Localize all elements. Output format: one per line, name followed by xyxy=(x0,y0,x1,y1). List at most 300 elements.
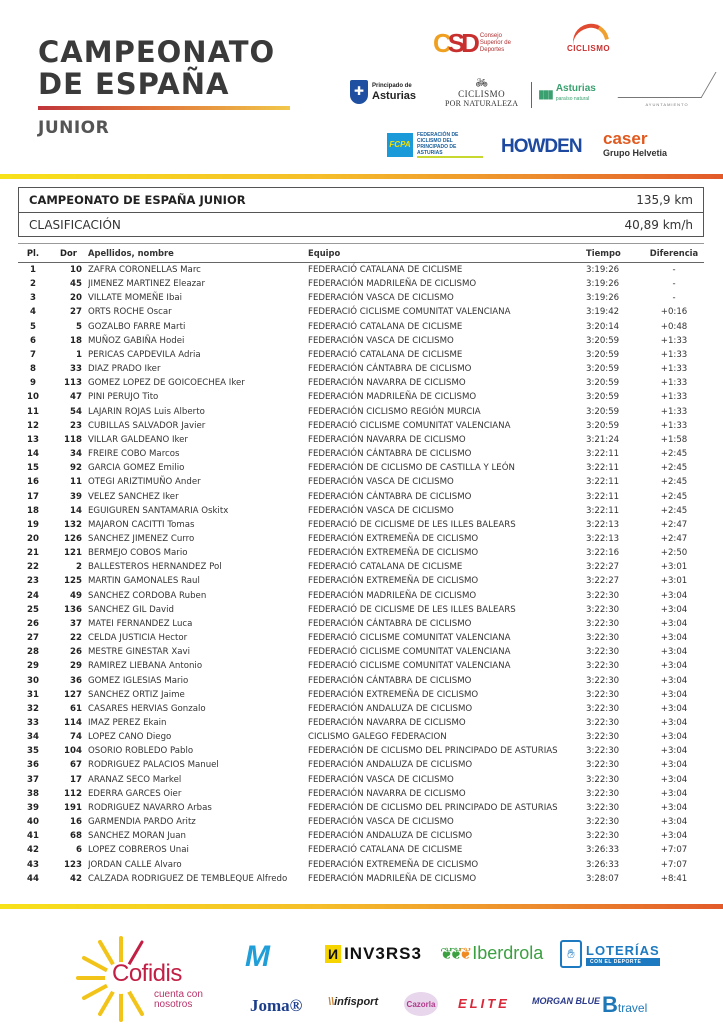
cell-gap: +1:33 xyxy=(660,406,688,417)
cell-gap: +3:01 xyxy=(660,576,688,587)
cell-team: FEDERACIÓ CICLISME COMUNITAT VALENCIANA xyxy=(308,647,511,658)
cell-bib: 37 xyxy=(70,618,82,629)
cell-time: 3:22:30 xyxy=(586,788,620,799)
cell-team: FEDERACIÓ CATALANA DE CICLISME xyxy=(308,265,463,275)
table-row xyxy=(18,716,704,730)
howden-logo: HOWDEN xyxy=(501,136,582,157)
cell-position: 42 xyxy=(27,845,39,856)
cell-position: 10 xyxy=(27,392,39,403)
race-name-row xyxy=(19,188,703,212)
elite-logo: ELITE xyxy=(458,996,510,1011)
cell-gap: +2:45 xyxy=(660,463,688,474)
table-row xyxy=(18,348,704,362)
cell-gap: +3:01 xyxy=(660,562,688,573)
cell-gap: +3:04 xyxy=(660,718,688,728)
results-body xyxy=(18,263,704,886)
fcpa-logo xyxy=(387,132,483,158)
cell-team: FEDERACIÓN EXTREMEÑA DE CICLISMO xyxy=(308,576,479,587)
cell-gap: +1:33 xyxy=(660,378,688,389)
column-header-gap: Diferencia xyxy=(649,248,699,258)
cell-gap: +3:04 xyxy=(660,689,688,700)
cell-time: 3:22:30 xyxy=(586,618,620,629)
cell-rider-name: SANCHEZ MORAN Juan xyxy=(88,831,186,842)
cell-gap: +3:04 xyxy=(660,760,688,771)
btravel-logo xyxy=(602,992,647,1018)
cell-time: 3:19:26 xyxy=(586,293,620,304)
cell-position: 11 xyxy=(27,406,39,417)
inverse-logo xyxy=(325,944,422,964)
asturias-paraiso-text xyxy=(556,84,596,104)
cell-rider-name: LOPEZ COBREROS Unai xyxy=(88,845,189,856)
infisport-logo xyxy=(328,996,378,1008)
cell-time: 3:22:11 xyxy=(586,505,620,516)
cell-time: 3:22:30 xyxy=(586,732,620,743)
table-row xyxy=(18,390,704,404)
cell-bib: 34 xyxy=(70,449,82,460)
cell-position: 34 xyxy=(27,732,39,743)
cell-team: FEDERACIÓN VASCA DE CICLISMO xyxy=(308,477,454,488)
cell-bib: 68 xyxy=(70,831,82,842)
fcpa-logo-text: FEDERACIÓN DE CICLISMO DEL PRINCIPADO DE ASTURIAS xyxy=(417,132,483,158)
cell-bib: 61 xyxy=(70,703,82,714)
cell-position: 43 xyxy=(27,859,39,870)
table-row xyxy=(18,461,704,475)
cell-rider-name: GOMEZ IGLESIAS Mario xyxy=(88,675,189,686)
cell-position: 16 xyxy=(27,477,39,488)
table-row xyxy=(18,631,704,645)
cell-position: 23 xyxy=(27,576,39,587)
cell-time: 3:22:30 xyxy=(586,689,620,700)
cell-team: FEDERACIÓN EXTREMEÑA DE CICLISMO xyxy=(308,859,479,870)
btravel-word: travel xyxy=(617,1001,648,1015)
results-table xyxy=(18,243,704,886)
cell-time: 3:20:59 xyxy=(586,420,620,431)
table-row xyxy=(18,532,704,546)
cell-team: FEDERACIÓN VASCA DE CICLISMO xyxy=(308,335,454,346)
cell-team: FEDERACIÓN CÁNTABRA DE CICLISMO xyxy=(308,491,472,502)
cell-rider-name: LAJARIN ROJAS Luis Alberto xyxy=(88,406,205,417)
cell-bib: 127 xyxy=(64,689,82,700)
cell-bib: 45 xyxy=(70,279,82,290)
cell-team: FEDERACIÓN NAVARRA DE CICLISMO xyxy=(308,788,466,799)
cell-gap: +1:33 xyxy=(660,335,688,346)
infisport-word: infisport xyxy=(334,996,379,1008)
cofidis-tagline-2: nosotros xyxy=(154,999,193,1010)
rfec-logo xyxy=(567,24,610,53)
column-header-name: Apellidos, nombre xyxy=(88,248,174,258)
cell-position: 38 xyxy=(27,788,39,799)
cell-position: 8 xyxy=(30,364,36,375)
cell-time: 3:22:30 xyxy=(586,774,620,785)
cofidis-tagline-1: cuenta con xyxy=(154,989,203,1000)
cell-bib: 132 xyxy=(64,519,82,530)
table-row xyxy=(18,560,704,574)
cpn-line2: POR NATURALEZA xyxy=(445,99,519,108)
cell-time: 3:19:42 xyxy=(586,307,620,318)
classification-row xyxy=(19,212,703,236)
cell-team: FEDERACIÓN DE CICLISMO DEL PRINCIPADO DE ASTURIAS xyxy=(308,746,558,757)
cell-gap: +7:07 xyxy=(660,859,688,870)
cell-rider-name: MARTIN GAMONALES Raul xyxy=(88,576,200,587)
cell-team: FEDERACIÓN VASCA DE CICLISMO xyxy=(308,817,454,828)
table-row xyxy=(18,263,704,278)
cell-gap: +1:33 xyxy=(660,392,688,403)
aspn-line2: paraíso natural xyxy=(555,96,590,102)
cell-gap: +2:47 xyxy=(660,519,688,530)
average-speed: 40,89 km/h xyxy=(624,217,693,232)
cell-time: 3:26:33 xyxy=(586,845,620,856)
cell-gap: - xyxy=(672,293,676,304)
loterias-line2: CON EL DEPORTE xyxy=(586,958,660,966)
partner-logos xyxy=(345,20,723,165)
cell-rider-name: PERICAS CAPDEVILA Adria xyxy=(88,349,201,360)
cell-bib: 67 xyxy=(70,760,82,771)
race-distance: 135,9 km xyxy=(636,193,693,207)
table-row xyxy=(18,419,704,433)
cell-rider-name: PINI PERUJO Tito xyxy=(88,392,159,403)
cell-bib: 18 xyxy=(70,335,82,346)
cell-position: 20 xyxy=(27,533,39,544)
cell-time: 3:22:27 xyxy=(586,576,620,587)
principado-asturias-text xyxy=(372,82,416,102)
cell-rider-name: RODRIGUEZ NAVARRO Arbas xyxy=(88,802,212,813)
cell-position: 5 xyxy=(30,321,36,332)
table-row xyxy=(18,362,704,376)
cell-gap: +3:04 xyxy=(660,618,688,629)
cell-rider-name: JIMENEZ MARTINEZ Eleazar xyxy=(88,279,205,290)
cell-rider-name: VILLATE MOMEÑE Ibai xyxy=(88,293,183,304)
cell-gap: +1:33 xyxy=(660,420,688,431)
cell-gap: +3:04 xyxy=(660,590,688,601)
cell-position: 41 xyxy=(27,831,39,842)
inverse-word: INV3RS3 xyxy=(344,944,422,963)
cell-team: FEDERACIÓN CÁNTABRA DE CICLISMO xyxy=(308,364,472,375)
asturias-shield-icon: ✚ xyxy=(350,80,368,104)
cell-position: 35 xyxy=(27,746,39,757)
cell-gap: +1:33 xyxy=(660,364,688,375)
cell-gap: +0:48 xyxy=(660,321,688,332)
cell-bib: 26 xyxy=(70,647,82,658)
cell-time: 3:22:30 xyxy=(586,802,620,813)
cell-position: 29 xyxy=(27,661,39,672)
cell-gap: +3:04 xyxy=(660,604,688,615)
cell-gap: +3:04 xyxy=(660,661,688,672)
cell-team: FEDERACIÓ CATALANA DE CICLISME xyxy=(308,562,463,573)
cell-position: 30 xyxy=(27,675,39,686)
cell-position: 4 xyxy=(30,307,36,318)
cell-rider-name: CUBILLAS SALVADOR Javier xyxy=(88,420,206,431)
table-row xyxy=(18,829,704,843)
cell-time: 3:20:59 xyxy=(586,349,620,360)
infisport-mark-icon: \\ xyxy=(328,996,335,1008)
cpn-line1: CICLISMO xyxy=(458,89,506,99)
cell-team: FEDERACIÓN CÁNTABRA DE CICLISMO xyxy=(308,675,472,686)
cell-team: FEDERACIÓ CICLISME COMUNITAT VALENCIANA xyxy=(308,633,511,644)
cell-team: FEDERACIÓN CÁNTABRA DE CICLISMO xyxy=(308,449,472,460)
cell-gap: +2:50 xyxy=(660,548,688,559)
race-info-box xyxy=(18,187,704,237)
cell-rider-name: LOPEZ CANO Diego xyxy=(88,732,172,743)
table-row xyxy=(18,518,704,532)
cell-gap: +3:04 xyxy=(660,732,688,743)
cell-position: 18 xyxy=(27,505,39,516)
cell-bib: 74 xyxy=(70,732,82,743)
cell-rider-name: BALLESTEROS HERNANDEZ Pol xyxy=(88,562,222,573)
cell-position: 32 xyxy=(27,703,39,714)
cell-bib: 1 xyxy=(76,349,82,360)
cell-bib: 22 xyxy=(70,633,82,644)
cell-rider-name: SANCHEZ CORDOBA Ruben xyxy=(88,590,207,601)
cell-position: 33 xyxy=(27,718,39,728)
table-row xyxy=(18,291,704,305)
cell-team: FEDERACIÓN VASCA DE CICLISMO xyxy=(308,774,454,785)
cell-bib: 16 xyxy=(70,817,82,828)
cell-gap: +3:04 xyxy=(660,831,688,842)
cell-gap: +3:04 xyxy=(660,633,688,644)
loterias-line1: LOTERÍAS xyxy=(586,942,660,958)
cell-time: 3:20:14 xyxy=(586,321,620,332)
btravel-mark-icon: B xyxy=(602,992,618,1017)
loterias-hand-icon: ✋︎ xyxy=(560,940,582,968)
cell-bib: 39 xyxy=(70,491,82,502)
cell-rider-name: BERMEJO COBOS Mario xyxy=(88,548,188,559)
cell-bib: 47 xyxy=(70,392,82,403)
cell-time: 3:20:59 xyxy=(586,378,620,389)
cell-rider-name: CALZADA RODRIGUEZ DE TEMBLEQUE Alfredo xyxy=(88,873,288,884)
cell-bib: 20 xyxy=(70,293,82,304)
table-row xyxy=(18,758,704,772)
cell-team: FEDERACIÓ CATALANA DE CICLISME xyxy=(308,349,463,360)
cell-position: 21 xyxy=(27,548,39,559)
cell-gap: +3:04 xyxy=(660,746,688,757)
principado-asturias-logo xyxy=(350,80,416,104)
cell-position: 25 xyxy=(27,604,39,615)
cell-position: 13 xyxy=(27,434,39,445)
cell-time: 3:22:27 xyxy=(586,562,620,573)
cell-gap: +2:45 xyxy=(660,491,688,502)
cell-team: FEDERACIÓN ANDALUZA DE CICLISMO xyxy=(308,703,473,714)
table-row xyxy=(18,490,704,504)
cell-bib: 121 xyxy=(64,548,82,559)
cell-rider-name: VELEZ SANCHEZ Iker xyxy=(88,491,179,502)
cell-team: FEDERACIÓ CICLISME COMUNITAT VALENCIANA xyxy=(308,307,511,318)
table-row xyxy=(18,843,704,857)
cell-time: 3:22:30 xyxy=(586,817,620,828)
table-row xyxy=(18,872,704,886)
sponsor-logos xyxy=(0,912,723,1024)
fcpa-mark-icon: FCPA xyxy=(387,133,413,157)
cell-bib: 136 xyxy=(64,604,82,615)
cell-gap: - xyxy=(672,265,676,275)
cell-team: FEDERACIÓN EXTREMEÑA DE CICLISMO xyxy=(308,689,479,700)
table-row xyxy=(18,546,704,560)
cell-bib: 49 xyxy=(70,590,82,601)
table-row xyxy=(18,475,704,489)
cell-team: FEDERACIÓN MADRILEÑA DE CICLISMO xyxy=(308,873,477,884)
cell-position: 6 xyxy=(30,335,36,346)
cell-bib: 33 xyxy=(70,364,82,375)
cell-rider-name: MESTRE GINESTAR Xavi xyxy=(88,647,190,658)
cell-time: 3:28:07 xyxy=(586,873,620,884)
ciclismo-por-naturaleza-logo xyxy=(445,78,518,109)
cell-bib: 104 xyxy=(64,746,82,757)
cell-position: 39 xyxy=(27,802,39,813)
morgan-blue-logo: MORGAN BLUE xyxy=(532,996,600,1006)
table-row xyxy=(18,645,704,659)
cell-team: FEDERACIÓN NAVARRA DE CICLISMO xyxy=(308,434,466,445)
cell-team: CICLISMO GALEGO FEDERACION xyxy=(308,732,447,743)
cell-rider-name: ARANAZ SECO Markel xyxy=(88,774,182,785)
cell-time: 3:22:30 xyxy=(586,661,620,672)
cell-bib: 123 xyxy=(64,859,82,870)
cell-team: FEDERACIÓ CICLISME COMUNITAT VALENCIANA xyxy=(308,661,511,672)
cell-time: 3:22:30 xyxy=(586,831,620,842)
cell-bib: 114 xyxy=(64,718,82,728)
cell-bib: 5 xyxy=(76,321,82,332)
cell-position: 40 xyxy=(27,817,39,828)
aviles-logo xyxy=(625,72,709,107)
cell-rider-name: JORDAN CALLE Alvaro xyxy=(88,859,182,870)
cell-gap: +1:58 xyxy=(660,434,688,445)
cell-gap: +3:04 xyxy=(660,802,688,813)
column-header-position: Pl. xyxy=(26,248,40,258)
cell-gap: +3:04 xyxy=(660,774,688,785)
cell-team: FEDERACIÓN VASCA DE CICLISMO xyxy=(308,293,454,304)
cofidis-name: Cofidis xyxy=(112,960,182,987)
asturias-paraiso-natural-logo xyxy=(538,84,596,104)
cell-team: FEDERACIÓN NAVARRA DE CICLISMO xyxy=(308,378,466,389)
cell-rider-name: SANCHEZ JIMENEZ Curro xyxy=(88,533,195,544)
cell-gap: +1:33 xyxy=(660,349,688,360)
cell-gap: +3:04 xyxy=(660,647,688,658)
cell-bib: 125 xyxy=(64,576,82,587)
cell-time: 3:22:13 xyxy=(586,533,620,544)
cell-bib: 54 xyxy=(70,406,82,417)
table-row xyxy=(18,504,704,518)
cell-time: 3:22:30 xyxy=(586,746,620,757)
cell-rider-name: DIAZ PRADO Iker xyxy=(88,364,161,375)
cell-time: 3:22:30 xyxy=(586,604,620,615)
cell-time: 3:22:11 xyxy=(586,449,620,460)
csd-logo-text: Consejo Superior de Deportes xyxy=(479,33,511,53)
cell-gap: +2:47 xyxy=(660,533,688,544)
cell-position: 24 xyxy=(27,590,39,601)
cell-rider-name: ZAFRA CORONELLAS Marc xyxy=(88,265,201,275)
cell-rider-name: CASARES HERVIAS Gonzalo xyxy=(88,703,206,714)
cell-bib: 126 xyxy=(64,533,82,544)
cell-position: 31 xyxy=(27,689,39,700)
cell-team: FEDERACIÓN EXTREMEÑA DE CICLISMO xyxy=(308,548,479,559)
cell-time: 3:22:16 xyxy=(586,548,620,559)
cell-rider-name: EGUIGUREN SANTAMARIA Oskitx xyxy=(88,505,229,516)
cell-position: 2 xyxy=(30,279,36,290)
cell-rider-name: RAMIREZ LIEBANA Antonio xyxy=(88,661,203,672)
rfec-logo-text: CICLISMO xyxy=(567,44,611,53)
cell-time: 3:20:59 xyxy=(586,364,620,375)
cell-time: 3:22:30 xyxy=(586,633,620,644)
bicycle-icon: 🚲︎ xyxy=(475,78,488,89)
cell-gap: +3:04 xyxy=(660,703,688,714)
caser-line1: caser xyxy=(603,129,648,148)
table-row xyxy=(18,787,704,801)
iberdrola-leaves-icon: ❦❦❦ xyxy=(440,945,469,963)
cell-team: FEDERACIÓ DE CICLISME DE LES ILLES BALEARS xyxy=(308,604,516,615)
cell-position: 17 xyxy=(27,491,39,502)
cell-time: 3:22:30 xyxy=(586,590,620,601)
cell-time: 3:22:11 xyxy=(586,477,620,488)
cell-rider-name: GOMEZ LOPEZ DE GOICOECHEA Iker xyxy=(88,378,245,389)
cell-position: 44 xyxy=(27,873,39,884)
csd-logo xyxy=(433,28,518,59)
table-row xyxy=(18,659,704,673)
loterias-text xyxy=(586,943,660,966)
cell-bib: 92 xyxy=(70,463,82,474)
cell-team: FEDERACIÓN EXTREMEÑA DE CICLISMO xyxy=(308,533,479,544)
principado-line1: Principado de xyxy=(372,83,412,89)
column-header-bib: Dor xyxy=(60,248,77,258)
table-row xyxy=(18,674,704,688)
cell-team: FEDERACIÓN MADRILEÑA DE CICLISMO xyxy=(308,392,477,403)
cell-gap: +3:04 xyxy=(660,675,688,686)
movistar-logo: M xyxy=(245,940,270,973)
cell-rider-name: VILLAR GALDEANO Iker xyxy=(88,434,188,445)
cell-bib: 29 xyxy=(70,661,82,672)
cell-time: 3:20:59 xyxy=(586,392,620,403)
table-row xyxy=(18,334,704,348)
cell-position: 1 xyxy=(30,265,36,275)
table-row xyxy=(18,603,704,617)
table-row xyxy=(18,589,704,603)
table-row xyxy=(18,730,704,744)
cell-rider-name: RODRIGUEZ PALACIOS Manuel xyxy=(88,760,219,771)
cell-time: 3:21:24 xyxy=(586,434,620,445)
cell-position: 19 xyxy=(27,519,39,530)
race-name: CAMPEONATO DE ESPAÑA JUNIOR xyxy=(29,193,246,207)
classification-label: CLASIFICACIÓN xyxy=(29,217,121,232)
cell-time: 3:22:11 xyxy=(586,491,620,502)
cell-position: 7 xyxy=(30,349,36,360)
bottom-accent-stripe xyxy=(0,904,723,909)
table-row xyxy=(18,801,704,815)
cell-rider-name: MATEI FERNANDEZ Luca xyxy=(88,618,193,629)
cell-rider-name: MUÑOZ GABIÑA Hodei xyxy=(88,335,185,346)
table-row xyxy=(18,617,704,631)
event-category: JUNIOR xyxy=(38,118,110,138)
cell-bib: 36 xyxy=(70,675,82,686)
aspn-line1: Asturias xyxy=(555,83,596,94)
cell-position: 28 xyxy=(27,647,39,658)
cell-team: FEDERACIÓN CÁNTABRA DE CICLISMO xyxy=(308,618,472,629)
loterias-logo xyxy=(560,940,660,968)
aviles-mark-icon xyxy=(617,72,716,98)
cell-position: 15 xyxy=(27,463,39,474)
cell-position: 36 xyxy=(27,760,39,771)
cell-time: 3:20:59 xyxy=(586,406,620,417)
cell-bib: 2 xyxy=(76,562,82,573)
cell-rider-name: OTEGI ARIZTIMUÑO Ander xyxy=(88,477,201,488)
title-gradient-rule xyxy=(38,106,290,110)
cell-gap: +0:16 xyxy=(660,307,688,318)
table-row xyxy=(18,433,704,447)
table-row xyxy=(18,305,704,319)
cell-rider-name: EDERRA GARCES Oier xyxy=(88,788,182,799)
cell-gap: +2:45 xyxy=(660,449,688,460)
cell-position: 22 xyxy=(27,562,39,573)
table-row xyxy=(18,447,704,461)
cell-team: FEDERACIÓ DE CICLISME DE LES ILLES BALEARS xyxy=(308,519,516,530)
cell-gap: +3:04 xyxy=(660,817,688,828)
cell-time: 3:22:30 xyxy=(586,718,620,728)
